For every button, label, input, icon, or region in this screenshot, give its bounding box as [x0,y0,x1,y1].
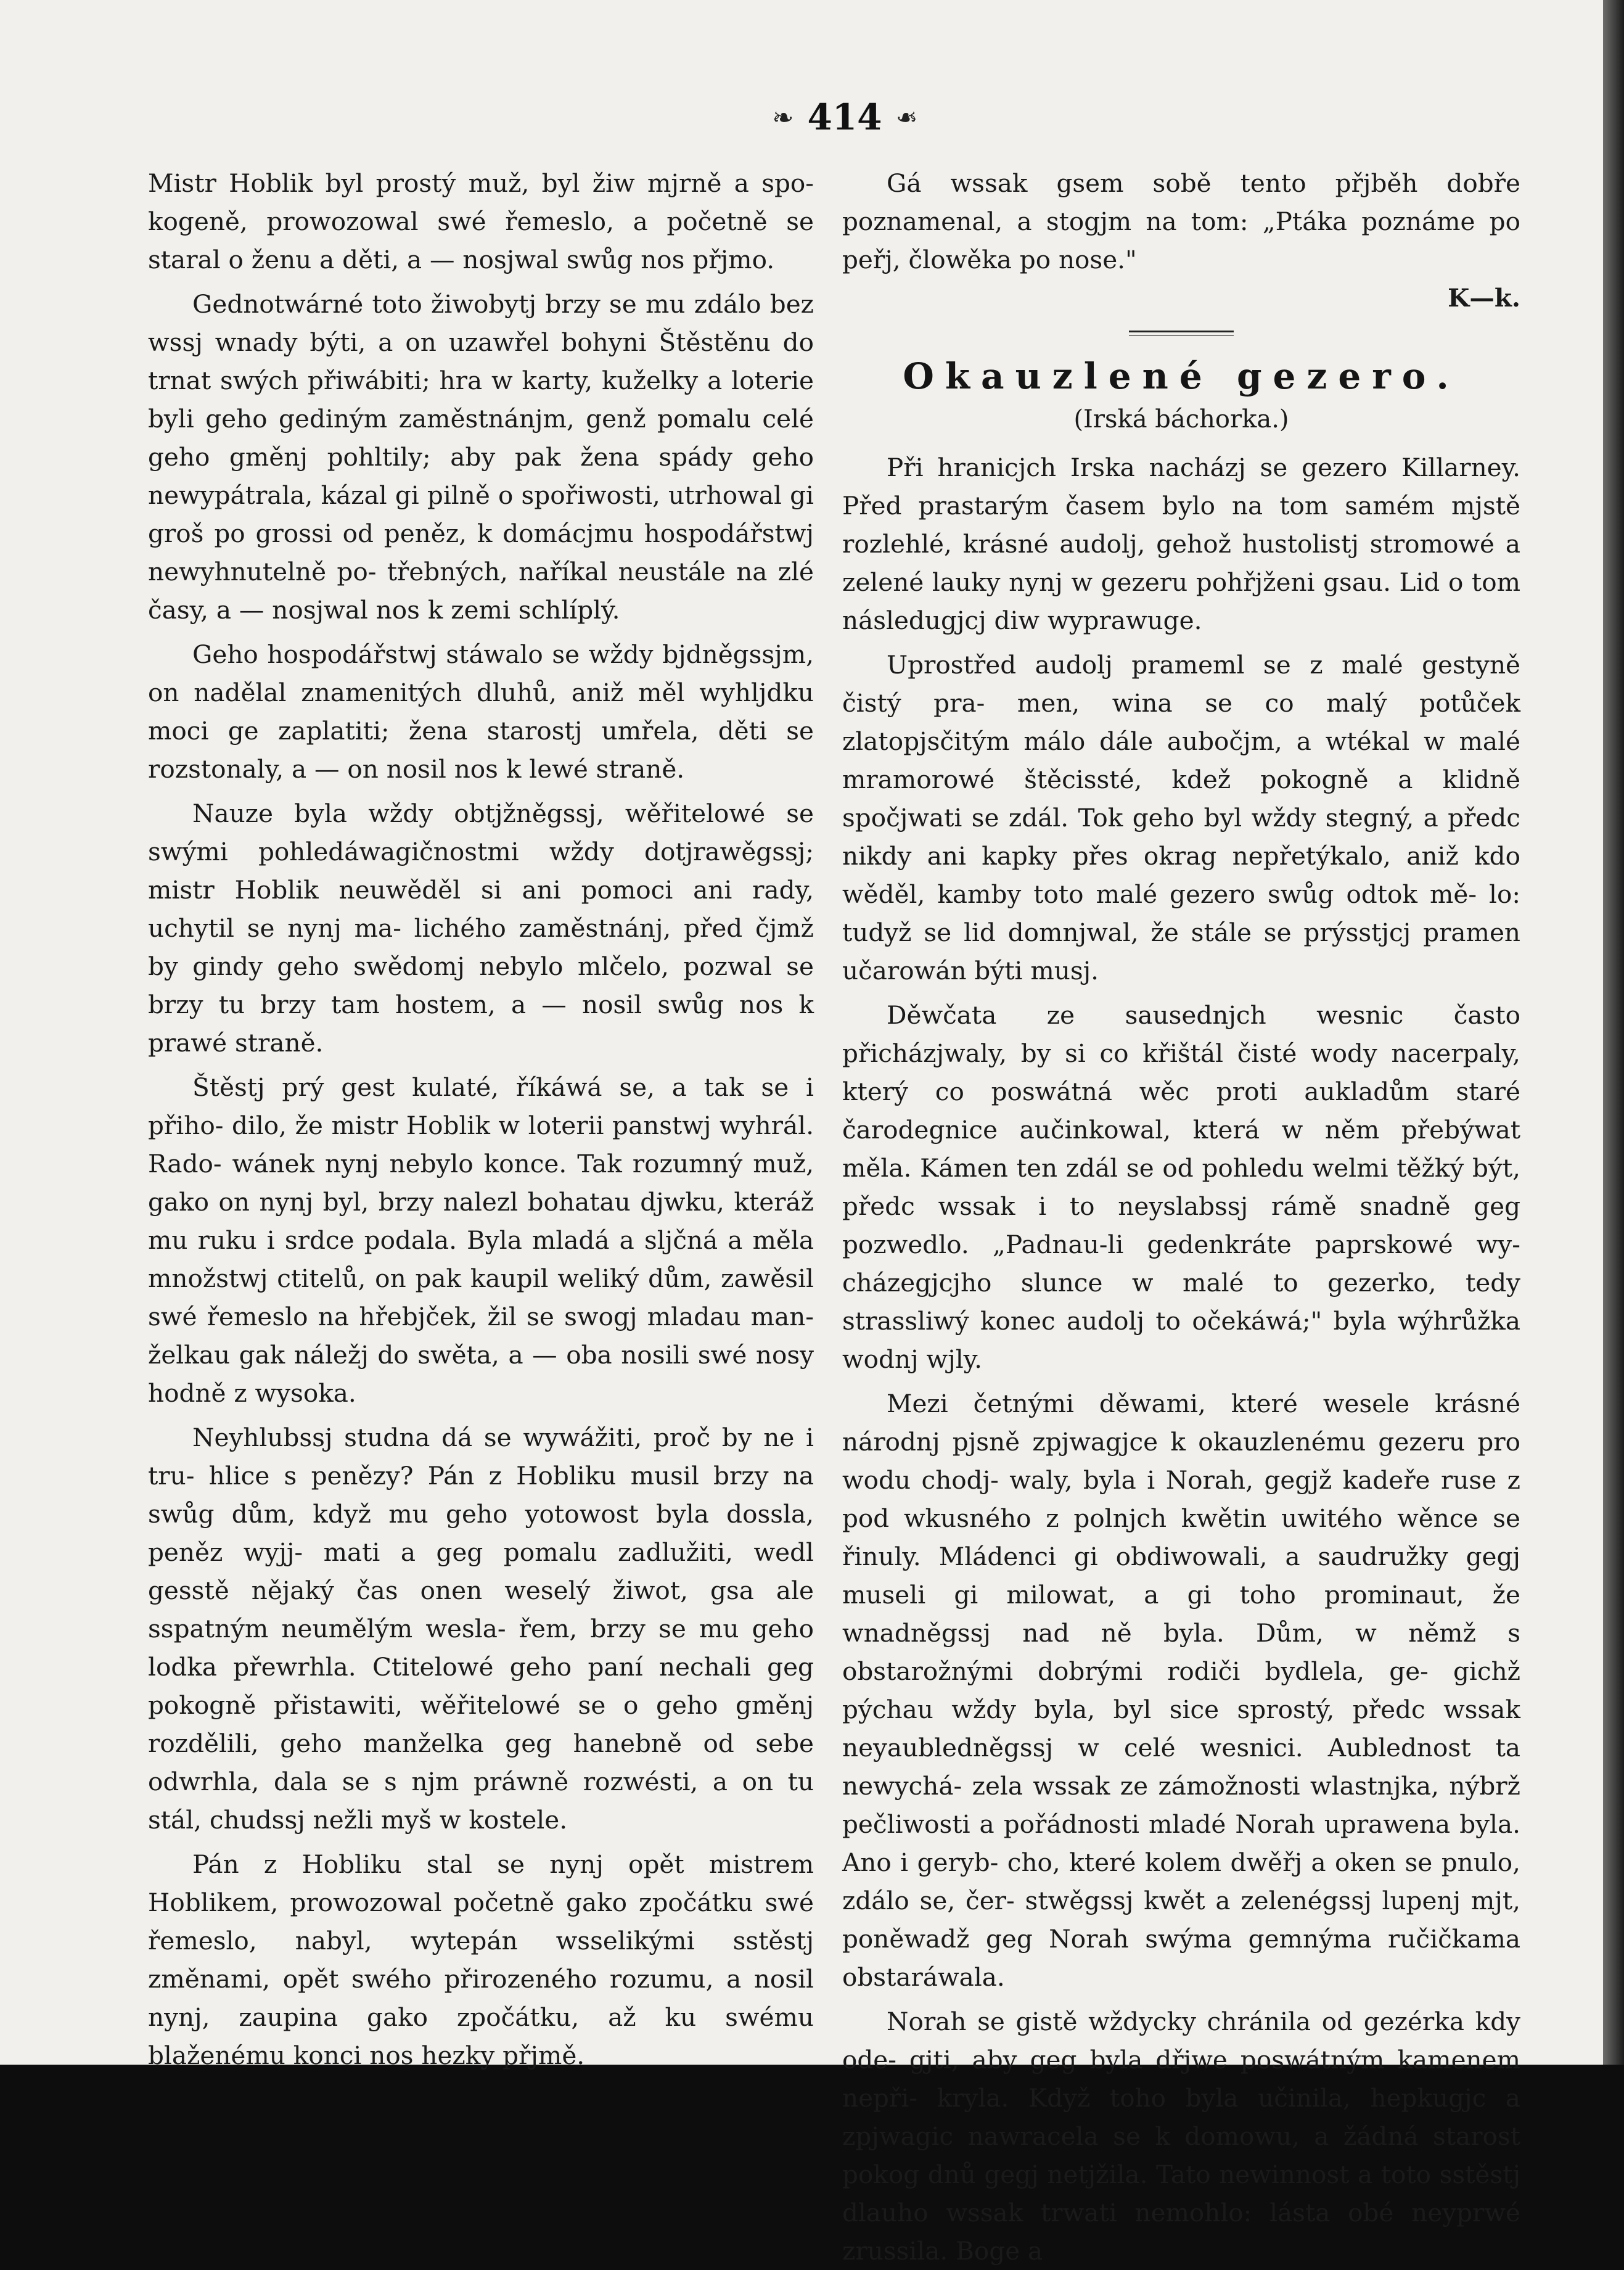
page-header [728,93,962,142]
paragraph: Děwčata ze sausednjch wesnic často přicházjwaly, by si co křištál čisté wody nacerpaly, který co poswátná wěc proti aukladům staré čarodegnice aučinkowal, která w něm přebýwat měla. Kámen ten zdál se od pohledu welmi těžký být, předc wssak i to neyslabssj rámě snadně geg pozwedlo. „Padnau-li gedenkráte paprskowé wy- cházegjcjho slunce w malé to gezerko, tedy strassliwý konec audolj to očekáwá;" byla wýhrůžka wodnj wjly. [842,1000,1520,1374]
paragraph: Při hranicjch Irska nacházj se gezero Killarney. Před prastarým časem bylo na tom samém mjstě rozlehlé, krásné audolj, gehož hustolistj stromowé a zelené lauky nynj w gezeru pohřjženi gsau. Lid o tom následugjcj diw wyprawuge. [842,453,1520,635]
paragraph: Mezi četnými děwami, které wesele krásné národnj pjsně zpjwagjce k okauzlenému gezeru pro wodu chodj- waly, byla i Norah, gegjž kadeře ruse z pod wkusného z polnjch kwětin uwitého wěnce se řinuly. Mládenci gi obdiwowali, a saudružky gegj museli gi milowat, a gi toho prominaut, že wnadněgssj nad ně byla. Dům, w němž s obstarožnými dobrými rodiči bydlela, ge- gichž pýchau wždy byla, byl sice sprostý, předc wssak neyaubledněgssj w celé wesnici. Aublednost ta newychá- zela wssak ze zámožnosti wlastnjka, nýbrž pečliwosti a pořádnosti mladé Norah uprawena byla. Ano i geryb- cho, které kolem dwěřj a oken se pnulo, zdálo se, čer- stwěgssj kwět a zelenégssj lupenj mjt, poněwadž geg Norah swýma gemnýma ručičkama obstaráwala. [842,1389,1520,1992]
paragraph: Norah se gistě wždycky chránila od gezérka kdy ode- gjti, aby geg byla dřjwe poswátným kamenem nepři- kryla. Když toho byla učinila, hepkugjc a zpjwagic nawracela se k domowu, a žádná starost pokog dnů gegj netjžila. Tato newinnost a toto sstěstj dlauho wssak trwati nemohlo: lásta obé neyprwé zrussila. Boge a [842,2007,1520,2266]
section-divider [1129,331,1234,336]
paragraph: Gednotwárné toto žiwobytj brzy se mu zdálo bez wssj wnady býti, a on uzawřel bohyni Štěstěnu do trnat swých přiwábiti; hra w karty, kuželky a loterie byli geho gediným zaměstnánjm, genž pomalu celé geho gměnj pohltily; aby pak žena spády geho newypátrala, kázal gi pilně o spořiwosti, utrhowal gi groš po grossi od peněz, k domácjmu hospodářstwj newyhnutelně po- třebných, naříkal neustále na zlé časy, a — nosjwal nos k zemi schlíplý. [148,289,814,625]
paragraph: Mistr Hoblik byl prostý muž, byl žiw mjrně a spo- kogeně, prowozowal swé řemeslo, a početně se staral o ženu a děti, a — nosjwal swůg nos přjmo. [148,168,814,274]
article-subtitle: (Irská báchorka.) [1073,405,1289,434]
right-fleuron-icon: ❧ [898,102,917,133]
story-ending-paragraph: Gá wssak gsem sobě tento přjběh dobře poznamenal, a stogjm na tom: „Ptáka poznáme po peřj, člowěka po nose." [842,168,1520,274]
paragraph: Pán z Hobliku stal se nynj opět mistrem Hoblikem, prowozowal početně gako zpočátku swé řemeslo, nabyl, wytepán wsselikými sstěstj změnami, opět swého přirozeného rozumu, a nosil nynj, zaupina gako zpočátku, až ku swému blaženému konci nos hezky přjmě. [148,1849,814,2070]
signature-line [842,279,1520,317]
page-edge-shadow [1603,0,1624,2065]
paragraph: Geho hospodářstwj stáwalo se wždy bjdněgssjm, on nadělal znamenitých dluhů, aniž měl wyhljdku moci ge zaplatiti; žena starostj umřela, děti se rozstonaly, a — on nosil nos k lewé straně. [148,639,814,784]
left-fleuron-icon: ❧ [772,102,792,133]
left-column [148,164,814,2075]
article-title: Okauzlené gezero. [903,355,1460,397]
author-signature: K—k. [1448,283,1520,313]
paragraph: Uprostřed audolj prameml se z malé gestyně čistý pra- men, wina se co malý potůček zlatopjsčitým málo dále aubočjm, a wtékal w malé mramorowé štěcissté, kdež pokogně a klidně spočjwati se zdál. Tok geho byl wždy stegný, a předc nikdy ani kapky přes okrag nepřetýkalo, aniž kdo wěděl, kamby toto malé gezero swůg odtok mě- lo: tudyž se lid domnjwal, že stále se prýsstjcj pramen učarowán býti musj. [842,650,1520,985]
paragraph: Nauze byla wždy obtjžněgssj, wěřitelowé se swými pohledáwagičnostmi wždy dotjrawěgssj; mistr Hoblik neuwěděl si ani pomoci ani rady, uchytil se nynj ma- lichého zaměstnánj, před čjmž by gindy geho swědomj nebylo mlčelo, pozwal se brzy tu brzy tam hostem, a — nosil swůg nos k prawé straně. [148,799,814,1058]
paragraph: Štěstj prý gest kulaté, říkáwá se, a tak se i přiho- dilo, že mistr Hoblik w loterii panstwj wyhrál. Rado- wánek nynj nebylo konce. Tak rozumný muž, gako on nynj byl, brzy nalezl bohatau djwku, kteráž mu ruku i srdce podala. Byla mladá a sljčná a měla množstwj ctitelů, on pak kaupil weliký dům, zawěsil swé řemeslo na hřebjček, žil se swogj mladau man- želkau gak náležj do swěta, a — oba nosili swé nosy hodně z wysoka. [148,1072,814,1408]
page-number: 414 [807,96,882,138]
right-column [842,164,1520,2270]
paragraph: Neyhlubssj studna dá se wywážiti, proč by ne i tru- hlice s penězy? Pán z Hobliku musil brzy na swůg dům, když mu geho yotowost byla dossla, peněz wyjj- mati a geg pomalu zadlužiti, wedl gesstě nějaký čas onen weselý žiwot, gsa ale sspatným neumělým wesla- řem, brzy se mu geho lodka přewrhla. Ctitelowé geho paní nechali geg pokogně přistawiti, wěřitelowé se o geho gměnj rozdělili, geho manželka geg hanebně od sebe odwrhla, dala se s njm práwně rozwésti, a on tu stál, chudssj nežli myš w kostele. [148,1423,814,1835]
